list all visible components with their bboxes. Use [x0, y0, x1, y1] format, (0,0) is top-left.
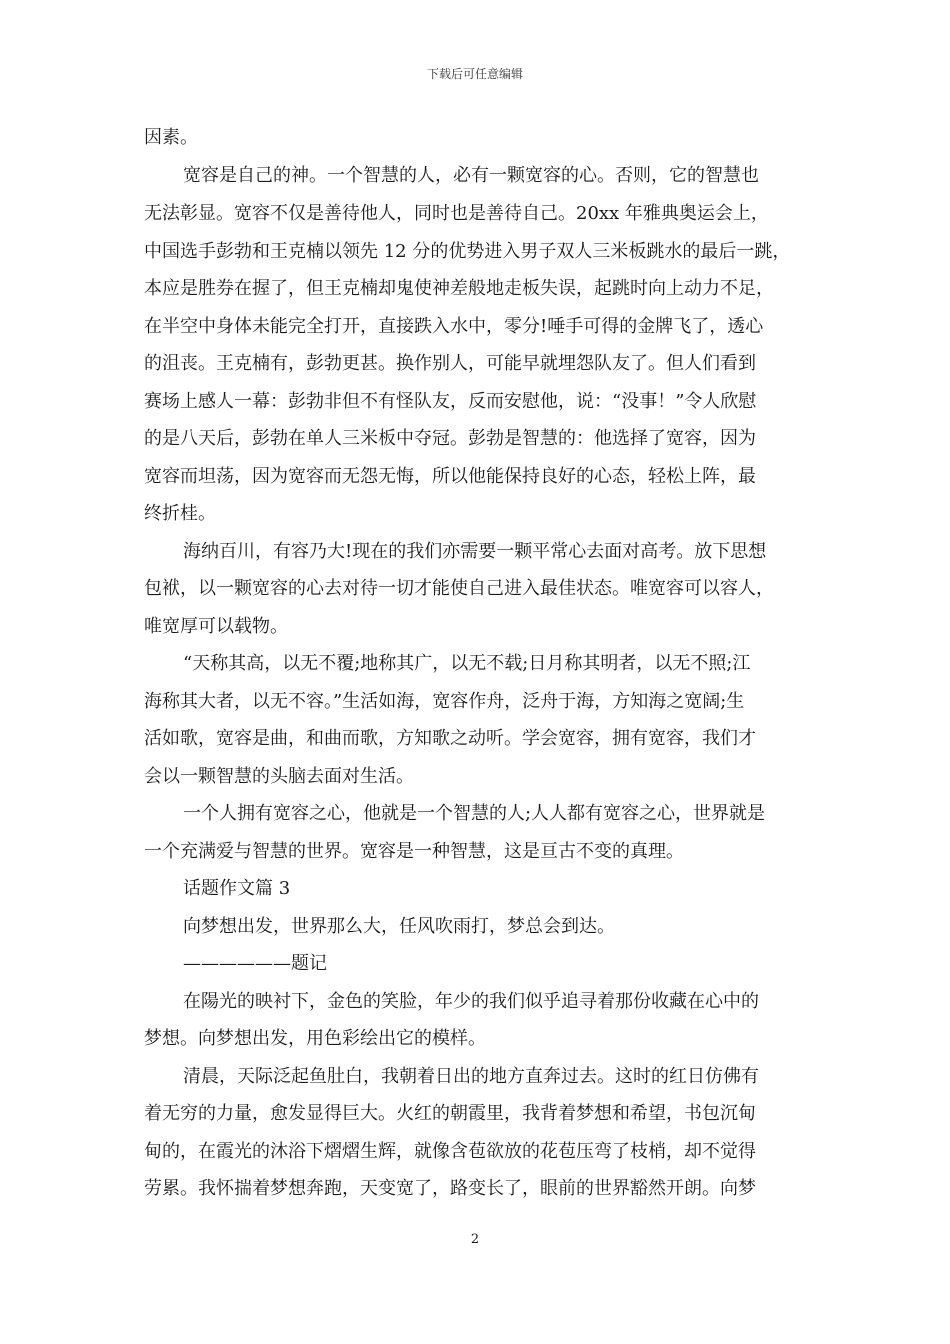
text-line: 本应是胜券在握了，但王克楠却鬼使神差般地走板失误，起跳时向上动力不足，: [144, 278, 774, 299]
text-line: 梦想。向梦想出发，用色彩绘出它的模样。: [144, 1028, 486, 1049]
text-line: 宽容而坦荡，因为宽容而无怨无悔，所以他能保持良好的心态，轻松上阵，最: [144, 466, 756, 487]
text-line: 活如歌，宽容是曲，和曲而歌，方知歌之动听。学会宽容，拥有宽容，我们才: [144, 728, 756, 749]
text-line: 向梦想出发，世界那么大，任风吹雨打，梦总会到达。: [183, 916, 615, 937]
text-line: 中国选手彭勃和王克楠以领先 12 分的优势进入男子双人三米板跳水的最后一跳，: [144, 241, 791, 262]
text-line: ——————题记: [183, 953, 327, 974]
text-line: 宽容是自己的神。一个智慧的人，必有一颗宽容的心。否则，它的智慧也: [183, 165, 759, 186]
text-line: 唯宽厚可以载物。: [144, 616, 288, 637]
text-line: 赛场上感人一幕：彭勃非但不有怪队友，反而安慰他，说：“没事！”令人欣慰: [144, 391, 757, 412]
page-header: 下载后可任意编辑: [426, 67, 523, 81]
text-line: 的沮丧。王克楠有，彭勃更甚。换作别人，可能早就埋怨队友了。但人们看到: [144, 353, 756, 374]
page-number: 2: [470, 1232, 480, 1247]
text-line: 无法彰显。宽容不仅是善待他人，同时也是善待自己。20xx 年雅典奥运会上，: [144, 203, 769, 224]
section-heading: 话题作文篇 3: [183, 878, 291, 899]
text-line: 包袱，以一颗宽容的心去对待一切才能使自己进入最佳状态。唯宽容可以容人，: [144, 578, 774, 599]
text-line: 因素。: [144, 127, 198, 148]
text-line: 海称其大者，以无不容。”生活如海，宽容作舟，泛舟于海，方知海之宽阔;生: [144, 691, 745, 712]
text-line: 终折桂。: [144, 503, 216, 524]
text-line: 的是八天后，彭勃在单人三米板中夺冠。彭勃是智慧的：他选择了宽容，因为: [144, 428, 756, 449]
text-line: 在陽光的映衬下，金色的笑脸，年少的我们似乎追寻着那份收藏在心中的: [183, 991, 759, 1012]
text-line: 在半空中身体未能完全打开，直接跌入水中，零分!唾手可得的金牌飞了，透心: [144, 316, 764, 337]
text-line: 甸的，在霞光的沐浴下熠熠生辉，就像含苞欲放的花苞压弯了枝梢，却不觉得: [144, 1141, 756, 1162]
text-line: 会以一颗智慧的头脑去面对生活。: [144, 766, 414, 787]
text-line: 一个人拥有宽容之心，他就是一个智慧的人;人人都有宽容之心，世界就是: [183, 803, 766, 824]
text-line: “天称其高，以无不覆;地称其广，以无不载;日月称其明者，以无不照;江: [183, 653, 751, 674]
text-line: 一个充满爱与智慧的世界。宽容是一种智慧，这是亘古不变的真理。: [144, 841, 684, 862]
text-line: 清晨，天际泛起鱼肚白，我朝着日出的地方直奔过去。这时的红日仿佛有: [183, 1066, 759, 1087]
text-line: 海纳百川，有容乃大!现在的我们亦需要一颗平常心去面对高考。放下思想: [183, 541, 767, 562]
text-line: 着无穷的力量，愈发显得巨大。火红的朝霞里，我背着梦想和希望，书包沉甸: [144, 1103, 756, 1124]
text-line: 劳累。我怀揣着梦想奔跑，天变宽了，路变长了，眼前的世界豁然开朗。向梦: [144, 1178, 756, 1199]
